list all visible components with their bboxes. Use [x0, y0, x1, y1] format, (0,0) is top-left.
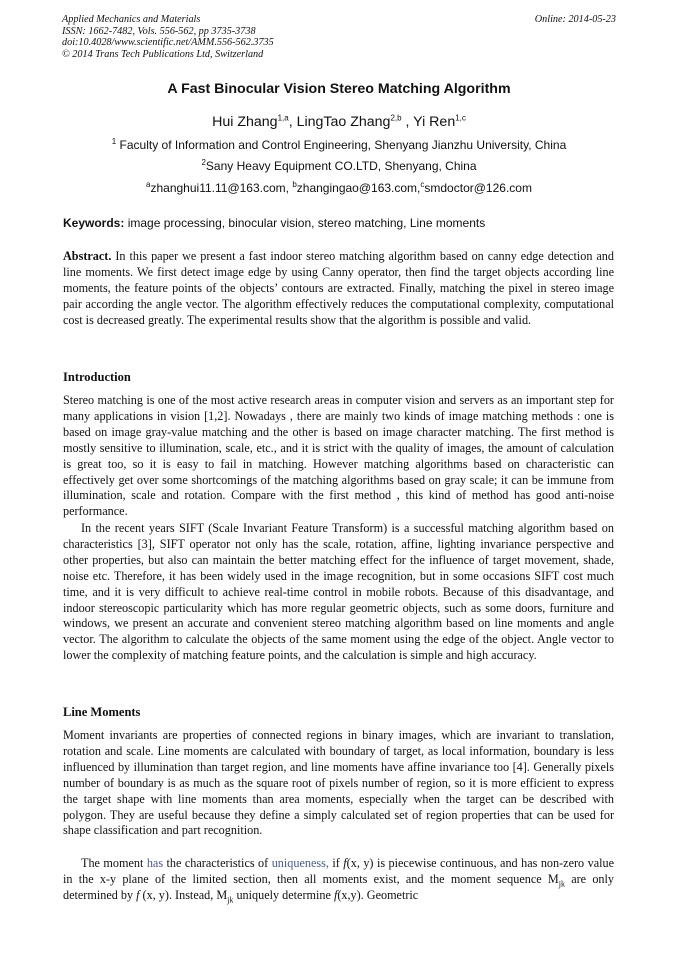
author-name: Hui Zhang	[212, 114, 278, 130]
abstract-text: In this paper we present a fast indoor stereo matching algorithm based on canny edge detection and line moments. We first detect image edge by using Canny operator, then find the target objects according line moments, the feature points of the objects’ contours are extracted. Finally, matching the pixel in stereo image pair according the angle vector. The algorithm effectively reduces the computational complexity, computational cost is decreased greatly. The experimental results show that the algorithm is possible and valid.	[63, 249, 614, 327]
text-run: are only determined by	[63, 871, 614, 902]
email-link[interactable]: zhanghui11.11@163.com,	[150, 181, 293, 195]
author-affiliation-mark: 2,b	[390, 113, 402, 123]
text-run: the characteristics of	[163, 856, 272, 870]
line-moments-paragraph-1: Moment invariants are properties of connected regions in binary images, which are invariant to translation, rotation and scale. Line moments are calculated with boundary of target, as local information, boundary is less influenced by illumination than target region, and line moments have affine invariance too [4]. Generally pixels number of boundary is as much as the square root of pixels number of region, so it is more efficient to express the target shape with line moments than area moments, especially when the target can be described with polygon. They are useful because they define a simply calculated set of region properties that can be used for shape classification and part recognition.	[63, 728, 614, 838]
paper-title: A Fast Binocular Vision Stereo Matching Algorithm	[167, 81, 511, 97]
math-symbol: f	[343, 856, 347, 870]
introduction-paragraph-2: In the recent years SIFT (Scale Invariant Feature Transform) is a successful matching algorithm based on characteristics [3], SIFT operator not only has the scale, rotation, affine, lighting invariance perspective and other properties, but also can maintain the better matching effect for the influence of target movement, shade, noise etc. Therefore, it has been widely used in the image recognition, but in some occasions SIFT cost much time, and it is very difficult to achieve real-time control in mobile robots. Because of this disadvantage, and indoor stereoscopic particularity which has more regular geometric objects, such as some doors, furniture and windows, we present an accurate and convenient stereo matching algorithm based on line moments and angle vector. The algorithm to calculate the objects of the same moment using the edge of the object. Angle vector to lower the complexity of matching feature points, and the calculation is simple and high accuracy.	[63, 521, 614, 663]
journal-header	[62, 14, 616, 60]
author-name: LingTao Zhang	[296, 114, 391, 130]
affiliation-text: Sany Heavy Equipment CO.LTD, Shenyang, China	[205, 159, 477, 173]
section-heading-introduction: Introduction	[63, 370, 131, 384]
section-heading-line-moments: Line Moments	[63, 705, 141, 719]
introduction-paragraph-1: Stereo matching is one of the most active research areas in computer vision and servers as an important step for many applications in vision [1,2]. Nowadays , there are mainly two kinds of image matching methods : one is based on image gray-value matching and the other is based on image character matching. The first method is mostly sensitive to illumination, scale, etc., and it is strict with the quality of images, the amount of calculation is great too, so it is easy to fail in matching. However matching algorithms based on characteristic can effectively get over some shortcomings of the matching algorithms based on gray scale; it can be immune from illumination, scale and rotation. Compare with the first method , this kind of method has good anti-noise performance.	[63, 393, 614, 519]
math-subscript: jk	[558, 879, 565, 889]
journal-doi[interactable]: doi:10.4028/www.scientific.net/AMM.556-562.3735	[62, 37, 274, 49]
author-name: Yi Ren	[413, 114, 456, 130]
text-run: (x, y). Instead, M	[139, 887, 228, 902]
author-separator: ,	[401, 114, 414, 130]
author-affiliation-mark: 1,a	[277, 113, 289, 123]
email-list	[0, 181, 678, 195]
text-run: (x, y) is piecewise continuous, and has non-zero value in the x-y plane of the limited section, then all moments exist, and the moment sequence M	[63, 856, 614, 886]
highlighted-word: uniqueness,	[271, 856, 329, 870]
affiliation-mark: 1	[111, 137, 117, 146]
author-separator: ,	[288, 114, 297, 130]
email-mark: a	[146, 180, 151, 189]
highlighted-word: has	[146, 856, 164, 870]
email-mark: c	[420, 180, 425, 189]
journal-issn: ISSN: 1662-7482, Vols. 556-562, pp 3735-3738	[62, 25, 256, 37]
email-mark: b	[292, 180, 297, 189]
abstract-label: Abstract.	[63, 249, 112, 263]
affiliation-2	[0, 159, 678, 173]
text-run: if	[328, 856, 344, 870]
journal-name: Applied Mechanics and Materials	[62, 14, 201, 25]
affiliation-text: Faculty of Information and Control Engineering, Shenyang Jianzhu University, China	[119, 138, 567, 152]
math-subscript: jk	[227, 895, 234, 905]
text-run: (x,y). Geometric	[337, 887, 419, 902]
math-symbol: f	[333, 887, 338, 902]
keywords-label: Keywords:	[63, 216, 125, 230]
journal-copyright: © 2014 Trans Tech Publications Ltd, Switzerland	[62, 48, 264, 60]
affiliation-mark: 2	[201, 158, 206, 167]
email-link[interactable]: zhangingao@163.com,	[296, 181, 421, 195]
author-list	[0, 114, 678, 130]
author-affiliation-mark: 1,c	[455, 113, 466, 123]
math-symbol: f	[136, 887, 140, 902]
affiliation-1	[0, 138, 678, 152]
online-date: Online: 2014-05-23	[534, 14, 616, 25]
email-link[interactable]: smdoctor@126.com	[424, 181, 532, 195]
abstract-paragraph	[63, 249, 614, 329]
text-run: The moment	[81, 856, 147, 870]
keywords-text: image processing, binocular vision, stereo matching, Line moments	[127, 216, 486, 230]
text-run: uniquely determine	[233, 887, 334, 902]
keywords-line	[63, 216, 623, 230]
line-moments-paragraph-2	[63, 856, 614, 904]
